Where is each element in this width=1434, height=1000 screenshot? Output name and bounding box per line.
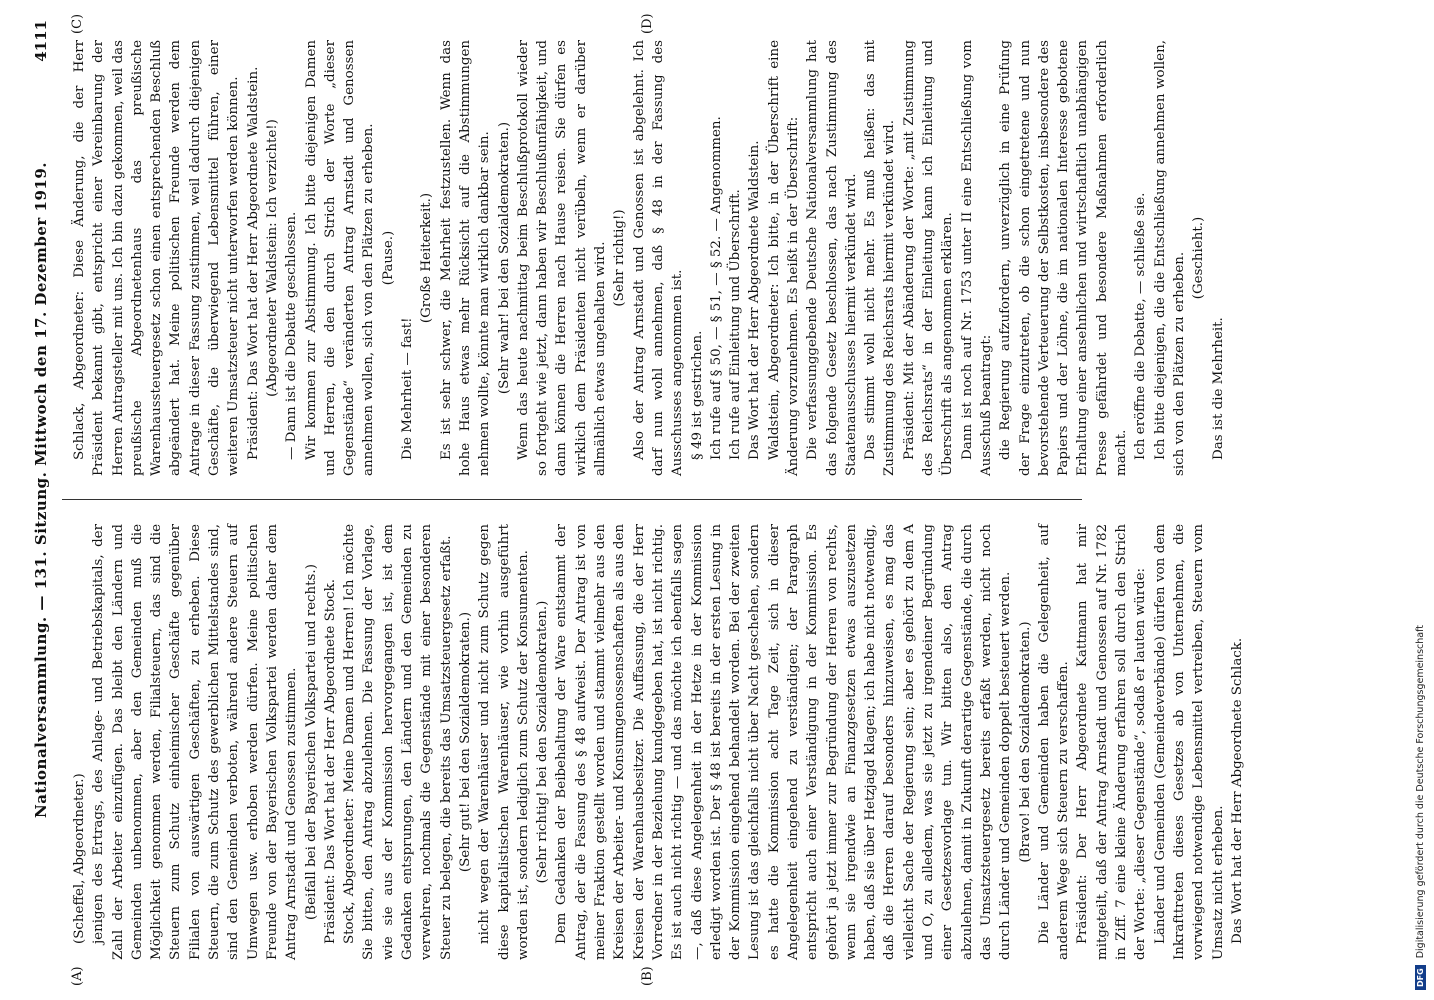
dfg-logo: DFG (1415, 965, 1426, 990)
right-paragraph: Ich rufe auf Einleitung und Überschrift. (728, 189, 744, 460)
right-column (70, 40, 1228, 476)
margin-mark-a: (A) (70, 966, 85, 986)
right-paragraph: Wir kommen zur Abstimmung. Ich bitte diejenigen Damen und Herren, die den durch Strich der Worte „dieser Gegenstände“ veränderten Antrag Arnstadt und Genossen annehmen wollen, sich von den Plätzen zu erheben. (303, 40, 377, 476)
side-note-text: Digitalisierung gefördert durch die Deutsche Forschungsgemeinschaft (1415, 624, 1426, 959)
right-paragraph: Es ist sehr schwer, die Mehrheit festzustellen. Wenn das hohe Haus etwas mehr Rücksicht auf die Abstimmungen nehmen wollte, könnte man wirklich dankbar sein. (438, 40, 493, 476)
right-paragraph: Das stimmt wohl nicht mehr. Es muß heißen: das mit Zustimmung des Reichsrats hiermit verkündet wird. (863, 40, 898, 476)
page-number: 4111 (32, 20, 50, 62)
margin-mark-d: (D) (640, 13, 655, 34)
left-paragraph: (Sehr richtig! bei den Sozialdemokraten.) (535, 600, 551, 884)
left-paragraph: (Scheffel, Abgeordneter.) (72, 773, 87, 944)
right-paragraph: Das Wort hat der Herr Abgeordnete Waldstein. (747, 140, 763, 460)
right-paragraph: Die verfassunggebende Deutsche Nationalversammlung hat das folgende Gesetz beschlossen, das nach Zustimmung des Staatenausschusses hiermit verkündet wird. (805, 40, 859, 476)
margin-mark-b: (B) (640, 966, 655, 986)
right-paragraph: Präsident: Mit der Abänderung der Worte: „mit Zustimmung des Reichsrats“ in der Einleitung kann ich Einleitung und Überschrift als angenommen erklären. (901, 40, 956, 476)
left-paragraph: Die Länder und Gemeinden haben die Gelegenheit, auf anderem Wege sich Steuern zu verschaffen. (1036, 524, 1072, 960)
left-paragraph: Dem Gedanken der Beibehaltung der Ware entstammt der Antrag, der die Fassung des § 48 aufweist. Der Antrag ist von meiner Fraktion gestellt worden und stammt vielmehr aus den Kreisen der Arbeiter- und Konsumgenossenschaften als aus den Kreisen der Warenhausbesitzer. Die Auffassung, die der Herr Vorredner in der Beziehung kundgegeben hat, ist nicht richtig. Es ist auch nicht richtig — und das möchte ich ebenfalls sagen —, daß diese Angelegenheit in der Hetze in der Kommission erledigt worden ist. Der § 48 ist bereits in der ersten Lesung in der Kommission eingehend behandelt worden. Bei der zweiten Lesung ist das gleichfalls nicht über Nacht geschehen, sondern es hatte die Kommission acht Tage Zeit, sich in dieser Angelegenheit eingehend zu verständigen; der Paragraph entspricht auch einer Verständigung in der Kommission. Es gehört ja jetzt immer zur Begründung der Herren von rechts, wenn sie irgendwie an Finanzgesetzen etwas auszusetzen haben, daß sie über Hetzjagd klagen; ich habe nicht notwendig, daß die Herren darauf besonders hinzuweisen, es mag das vielleicht Sache der Regierung sein; aber es gehört zu dem A und O, zu alledem, was sie jetzt zu irgendeiner Begründung einer Gesetzesvorlage tun. Wir bitten also, den Antrag abzulehnen, damit in Zukunft derartige Gegenstände, die durch das Umsatzsteuergesetz bereits erfaßt werden, nicht noch durch Länder und Gemeinden doppelt besteuert werden. (554, 524, 1014, 960)
right-paragraph: Präsident: Das Wort hat der Herr Abgeordnete Waldstein. (245, 66, 261, 460)
right-paragraph: § 49 ist gestrichen. (689, 330, 705, 460)
right-paragraph: (Sehr wahr! bei den Sozialdemokraten.) (496, 121, 512, 395)
right-paragraph: Ich eröffne die Debatte, — schließe sie. (1133, 192, 1149, 460)
right-paragraph: (Pause.) (380, 230, 396, 286)
page-header (28, 20, 56, 960)
left-paragraph: (Sehr gut! bei den Sozialdemokraten.) (457, 611, 473, 873)
right-paragraph: — Dann ist die Debatte geschlossen. (284, 211, 300, 460)
side-note (1413, 30, 1431, 990)
right-paragraph: die Regierung aufzufordern, unverzüglich in eine Prüfung der Frage einzutreten, ob die schon eingetretene und nun bevorstehende Verteuerung der Selbstkosten, insbesondere des Papiers und der Löhne, die im nationalen Interesse gebotene Erhaltung einer ansehnlichen und wirtschaftlich unabhängigen Presse gefährdet und besondere Maßnahmen erforderlich macht. (998, 40, 1130, 476)
left-paragraph: Stock, Abgeordneter: Meine Damen und Herren! Ich möchte Sie bitten, den Antrag abzulehnen. Die Fassung der Vorlage, wie sie aus der Kommission hervorgegangen ist, ist dem Gedanken entsprungen, den Ländern und den Gemeinden zu verwehren, nochmals die Gegenstände mit einer besonderen Steuer zu belegen, die bereits das Umsatzsteuergesetz erfaßt. (342, 524, 454, 960)
left-paragraph: Länder und Gemeinden (Gemeindeverbände) dürfen von dem Inkrafttreten dieses Gesetzes ab von Unternehmen, die vorwiegend notwendige Lebensmittel vertreiben, Steuern vom Umsatz nicht erheben. (1152, 524, 1226, 960)
right-paragraph: (Abgeordneter Waldstein: Ich verzichte!) (264, 119, 280, 397)
right-paragraph: Die Mehrheit — fast! (400, 317, 416, 460)
right-paragraph: Wenn das heute nachmittag beim Beschlußprotokoll wieder so fortgeht wie jetzt, dann haben wir Beschlußunfähigkeit, und dann können die Herren nach Hause reisen. Sie dürfen es wirklich dem Präsidenten nicht verübeln, wenn er darüber allmählich etwas ungehalten wird. (515, 40, 609, 476)
right-paragraph: Waldstein, Abgeordneter: Ich bitte, in der Überschrift eine Änderung vorzunehmen. Es heißt in der Überschrift: (766, 40, 801, 476)
right-paragraph: Schlack, Abgeordneter: Diese Änderung, die der Herr Präsident bekannt gibt, entspricht einer Vereinbarung der Herren Antragsteller mit uns. Ich bin dazu gekommen, weil das preußische Abgeordnetenhaus das preußische Warenhaussteuergesetz schon einen entsprechenden Beschluß abgeändert hat. Meine politischen Freunde werden dem Antrage in dieser Fassung zustimmen, weil dadurch diejenigen Geschäfte, die überwiegend Lebensmittel führen, einer weiteren Umsatzsteuer nicht unterworfen werden können. (72, 40, 242, 476)
left-paragraph: (Bravo! bei den Sozialdemokraten.) (1017, 621, 1033, 863)
right-paragraph: Also der Antrag Arnstadt und Genossen ist abgelehnt. Ich darf nun wohl annehmen, daß § 48 in der Fassung des Ausschusses angenommen ist. (631, 40, 686, 476)
right-paragraph: Das ist die Mehrheit. (1210, 317, 1226, 460)
left-paragraph: nicht wegen der Warenhäuser und nicht zum Schutz gegen diese kapitalistischen Warenhäuser, wie vorhin ausgeführt worden ist, sondern lediglich zum Schutz der Konsumenten. (477, 524, 531, 960)
right-paragraph: (Geschieht.) (1191, 216, 1207, 300)
left-paragraph: Das Wort hat der Herr Abgeordnete Schlack. (1229, 637, 1245, 944)
right-paragraph: Ich bitte diejenigen, die die Entschließung annehmen wollen, sich von den Plätzen zu erheben. (1152, 40, 1187, 476)
right-paragraph: Ich rufe auf § 50, — § 51, — § 52. — Angenommen. (708, 116, 724, 460)
margin-mark-c: (C) (70, 13, 85, 34)
page-title: Nationalversammlung. — 131. Sitzung. Mittwoch den 17. Dezember 1919. (32, 161, 50, 819)
left-paragraph: (Beifall bei der Bayerischen Volkspartei und rechts.) (303, 564, 319, 920)
column-divider (62, 499, 1082, 500)
left-paragraph: Präsident: Das Wort hat der Herr Abgeordnete Stock. (322, 578, 338, 944)
left-paragraph: Präsident: Der Herr Abgeordnete Kattmann hat mir mitgeteilt, daß der Antrag Arnstadt und Genossen auf Nr. 1782 in Ziff. 7 eine kleine Änderung erfahren soll durch den Strich der Worte: „dieser Gegenstände“, sodaß er lauten würde: (1075, 524, 1149, 960)
right-paragraph: (Sehr richtig!) (612, 209, 628, 307)
right-paragraph: Dann ist noch auf Nr. 1753 unter II eine Entschließung vom Ausschuß beantragt: (959, 40, 994, 476)
right-paragraph: (Große Heiterkeit.) (419, 192, 435, 324)
left-column (70, 524, 1247, 960)
left-paragraph: jenigen des Ertrags, des Anlage- und Betriebskapitals, der Zahl der Arbeiter einzufügen. Das bleibt den Ländern und Gemeinden unbenommen, aber den Gemeinden muß die Möglichkeit genommen werden, Filialsteuern, das sind die Steuern zum Schutz einheimischer Geschäfte gegenüber Filialen von auswärtigen Geschäften, zu erheben. Diese Steuern, die zum Schutz des gewerblichen Mittelstandes sind, sind den Gemeinden verboten, während andere Steuern auf Umwegen usw. erhoben werden dürfen. Meine politischen Freunde von der Bayerischen Volkspartei werden daher dem Antrag Arnstadt und Genossen zustimmen. (91, 524, 300, 960)
